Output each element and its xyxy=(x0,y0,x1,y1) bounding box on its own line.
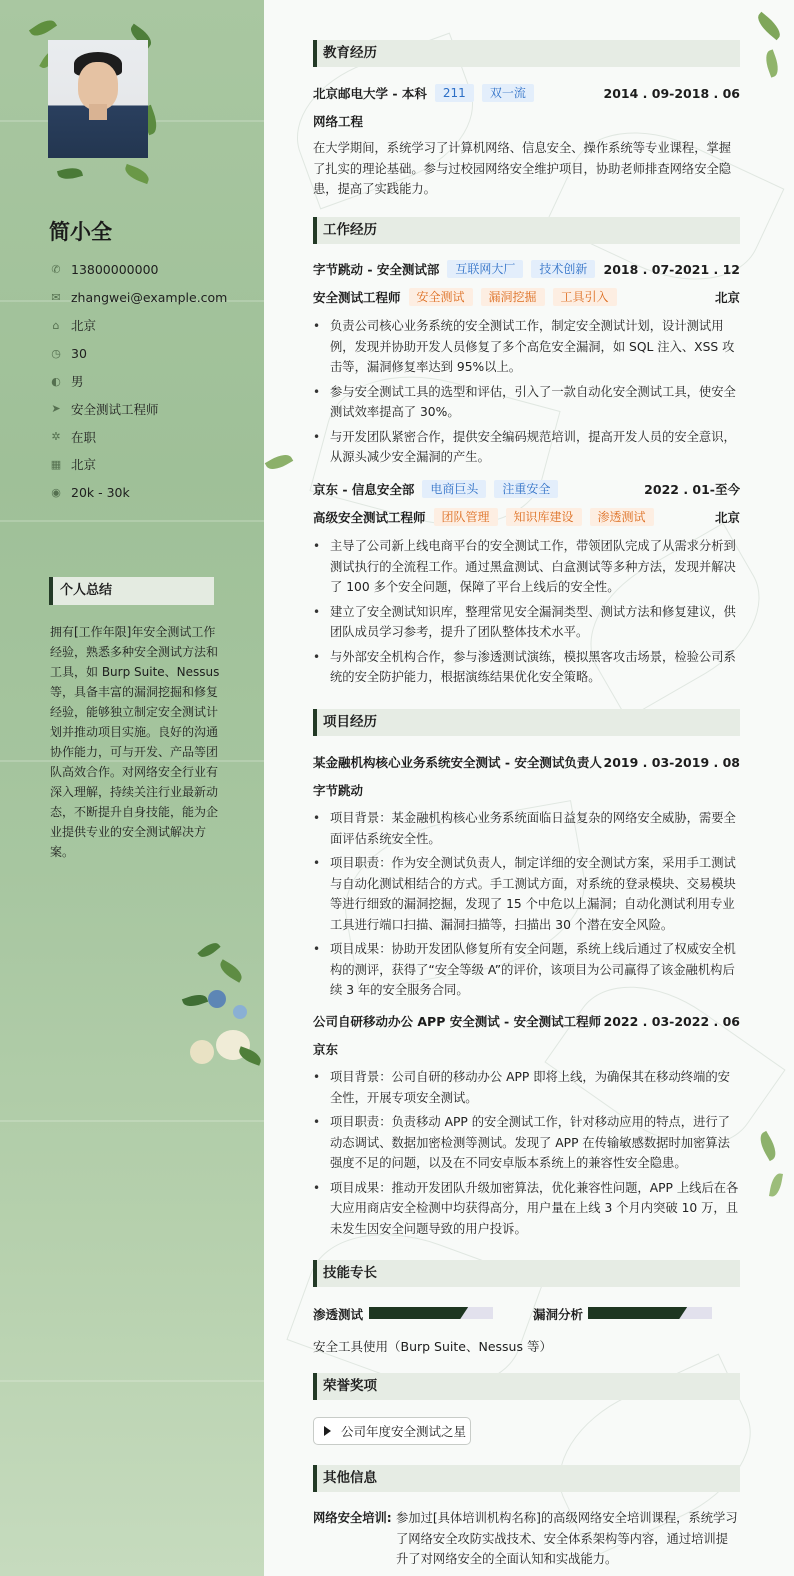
list-item: • 参与安全测试工具的选型和评估，引入了一款自动化安全测试工具，使安全测试效率提高了 30%。 xyxy=(313,382,740,423)
summary-text: 拥有[工作年限]年安全测试工作经验，熟悉多种安全测试方法和工具，如 Burp Suite、Nessus 等，具备丰富的漏洞挖掘和修复经验，能够独立制定安全测试计划并推动项目实施。良好的沟通协作能力，可与开发、产品等团队高效合作。对网络安全行业有深入理解，持续关注行业最新动态，不断提升自身技能，能为企业提供专业的安全测试解决方案。 xyxy=(50,625,220,859)
skill-name: 渗透测试 xyxy=(313,1307,364,1322)
phone-icon: ✆ xyxy=(51,263,61,277)
job-bullets xyxy=(313,316,740,472)
skill-tools: 安全工具使用（Burp Suite、Nessus 等） xyxy=(313,1339,552,1354)
job-role-tag: 工具引入 xyxy=(553,288,617,306)
section-title-education: 教育经历 xyxy=(313,40,740,67)
profile-info-text: 北京 xyxy=(71,318,97,334)
profile-info-text: 在职 xyxy=(71,429,97,445)
job-role-row xyxy=(313,288,740,306)
job-date: 2018 . 07-2021 . 12 xyxy=(603,261,740,277)
job-role-tag: 漏洞挖掘 xyxy=(481,288,545,306)
skill-bar xyxy=(369,1307,493,1319)
profile-info-item xyxy=(50,284,227,312)
profile-info-item xyxy=(50,395,227,423)
job-tag: 技术创新 xyxy=(531,260,595,278)
profile-info-item xyxy=(50,478,227,506)
list-item: • 建立了安全测试知识库，整理常见安全漏洞类型、测试方法和修复建议，供团队成员学习参考，提升了团队整体技术水平。 xyxy=(313,602,740,643)
profile-info-text: 13800000000 xyxy=(71,262,159,278)
profile-info-item xyxy=(50,451,227,479)
send-icon: ➤ xyxy=(51,402,61,416)
job-role-tag: 团队管理 xyxy=(434,508,498,526)
job-bullets xyxy=(313,536,740,692)
project-org-row xyxy=(313,1040,740,1058)
profile-info-text: 20k - 30k xyxy=(71,484,130,500)
education-major: 网络工程 xyxy=(313,114,364,129)
profile-info-item xyxy=(50,423,227,451)
list-item: • 项目成果：协助开发团队修复所有安全问题，系统上线后通过了权威安全机构的测评，获得了“安全等级 A”的评价，该项目为公司赢得了该金融机构后续 3 年的安全服务合同。 xyxy=(313,939,740,1001)
profile-info-text: 北京 xyxy=(71,457,97,473)
project-header xyxy=(313,1012,740,1030)
gender-icon: ◐ xyxy=(51,374,61,388)
skill-bar-fill xyxy=(369,1307,468,1319)
project-org-row xyxy=(313,781,740,799)
job-tag: 注重安全 xyxy=(494,480,558,498)
project-date: 2022 . 03-2022 . 06 xyxy=(603,1013,740,1029)
job-role: 安全测试工程师 xyxy=(313,290,401,305)
education-major-row xyxy=(313,112,740,130)
list-item: • 项目职责：负责移动 APP 的安全测试工作，针对移动应用的特点，进行了动态调试、数据加密检测等测试。发现了 APP 在传输敏感数据时加密算法强度不足的问题，以及在不同安卓版本系统上的兼容性安全隐患。 xyxy=(313,1112,740,1174)
age-icon: ◷ xyxy=(51,346,61,360)
project-bullets xyxy=(313,1067,740,1243)
education-date: 2014 . 09-2018 . 06 xyxy=(603,85,740,101)
job-role-tag: 知识库建设 xyxy=(506,508,582,526)
profile-info-item xyxy=(50,339,227,367)
section-title-other: 其他信息 xyxy=(313,1465,740,1492)
profile-info-text: 安全测试工程师 xyxy=(71,401,159,417)
job-tag: 电商巨头 xyxy=(422,480,486,498)
job-city: 北京 xyxy=(714,510,740,525)
job-company: 京东 - 信息安全部 xyxy=(313,482,415,497)
profile-info-text: 30 xyxy=(71,345,87,361)
flower-decoration xyxy=(178,935,264,1085)
section-title-work: 工作经历 xyxy=(313,217,740,244)
mail-icon: ✉ xyxy=(51,291,61,305)
education-description: 在大学期间，系统学习了计算机网络、信息安全、操作系统等专业课程，掌握了扎实的理论基础。参与过校园网络安全维护项目，协助老师排查网络安全隐患，提高了实践能力。 xyxy=(313,141,732,196)
decor-line xyxy=(0,520,264,522)
profile-info-item xyxy=(50,312,227,340)
skill-bar-fill xyxy=(588,1307,687,1319)
section-title-skills: 技能专长 xyxy=(313,1260,740,1287)
education-tag: 双一流 xyxy=(482,84,534,102)
job-header xyxy=(313,260,740,278)
project-org: 京东 xyxy=(313,1042,339,1057)
home-icon: ⌂ xyxy=(52,318,60,332)
job-tag: 互联网大厂 xyxy=(447,260,523,278)
project-bullets xyxy=(313,808,740,1005)
profile-info-item xyxy=(50,367,227,395)
avatar xyxy=(48,40,148,158)
profile-info-text: zhangwei@example.com xyxy=(71,290,228,306)
profile-info-item xyxy=(50,256,227,284)
skill-bar xyxy=(588,1307,712,1319)
job-role-row xyxy=(313,508,740,526)
education-tag: 211 xyxy=(435,84,474,102)
list-item: • 项目背景：某金融机构核心业务系统面临日益复杂的网络安全威胁，需要全面评估系统安全性。 xyxy=(313,808,740,849)
list-item: • 项目职责：作为安全测试负责人，制定详细的安全测试方案，采用手工测试与自动化测试相结合的方式。手工测试方面，对系统的登录模块、交易模块等进行细致的漏洞挖掘，发现了 15 个中危以上漏洞；自动化测试利用专业工具进行端口扫描、漏洞扫描等，扫描出 30 个潜在安全风险。 xyxy=(313,853,740,935)
project-header xyxy=(313,753,740,771)
job-date: 2022 . 01-至今 xyxy=(644,482,740,497)
other-label: 网络安全培训: xyxy=(313,1511,392,1525)
list-item: • 与开发团队紧密合作，提供安全编码规范培训，提高开发人员的安全意识，从源头减少安全漏洞的产生。 xyxy=(313,427,740,468)
job-city: 北京 xyxy=(714,290,740,305)
job-header xyxy=(313,480,740,498)
education-school: 北京邮电大学 - 本科 xyxy=(313,86,427,101)
section-title-projects: 项目经历 xyxy=(313,709,740,736)
skill-name: 漏洞分析 xyxy=(533,1307,584,1322)
project-date: 2019 . 03-2019 . 08 xyxy=(603,754,740,770)
list-item: • 主导了公司新上线电商平台的安全测试工作，带领团队完成了从需求分析到测试执行的全流程工作。通过黑盒测试、白盒测试等多种方法，发现并解决了 100 多个安全问题，保障了平台上线后的安全性。 xyxy=(313,536,740,598)
profile-name: 简小全 xyxy=(49,220,112,244)
salary-icon: ◉ xyxy=(51,485,61,499)
list-item: • 负责公司核心业务系统的安全测试工作，制定安全测试计划，设计测试用例，发现并协助开发人员修复了多个高危安全漏洞，如 SQL 注入、XSS 攻击等，漏洞修复率达到 95%以上。 xyxy=(313,316,740,378)
award-item[interactable] xyxy=(313,1417,471,1445)
status-icon: ✲ xyxy=(51,430,61,444)
job-role-tag: 安全测试 xyxy=(409,288,473,306)
section-title-honors: 荣誉奖项 xyxy=(313,1373,740,1400)
play-triangle-icon xyxy=(324,1426,331,1436)
summary-title: 个人总结 xyxy=(49,577,214,605)
project-org: 字节跳动 xyxy=(313,783,364,798)
profile-info-text: 男 xyxy=(71,374,84,390)
decor-line xyxy=(0,1380,264,1382)
award-label: 公司年度安全测试之星 xyxy=(341,1424,467,1439)
profile-info-list xyxy=(50,256,227,506)
education-header xyxy=(313,84,740,102)
other-text: 参加过[具体培训机构名称]的高级网络安全培训课程，系统学习了网络安全攻防实战技术、安全体系架构等内容，通过培训提升了对网络安全的全面认知和实战能力。 xyxy=(396,1511,738,1566)
job-role-tag: 渗透测试 xyxy=(590,508,654,526)
list-item: • 项目背景：公司自研的移动办公 APP 即将上线，为确保其在移动终端的安全性，开展专项安全测试。 xyxy=(313,1067,740,1108)
project-name: 某金融机构核心业务系统安全测试 - 安全测试负责人 xyxy=(313,755,602,770)
job-company: 字节跳动 - 安全测试部 xyxy=(313,262,440,277)
list-item: • 与外部安全机构合作，参与渗透测试演练，模拟黑客攻击场景，检验公司系统的安全防护能力，根据演练结果优化安全策略。 xyxy=(313,647,740,688)
job-role: 高级安全测试工程师 xyxy=(313,510,426,525)
list-item: • 项目成果：推动开发团队升级加密算法，优化兼容性问题，APP 上线后在各大应用商店安全检测中均获得高分，用户量在上线 3 个月内突破 10 万，且未发生因安全问题导致的用户投诉。 xyxy=(313,1178,740,1240)
building-icon: ▦ xyxy=(50,457,62,471)
decor-line xyxy=(0,1120,264,1122)
project-name: 公司自研移动办公 APP 安全测试 - 安全测试工程师 xyxy=(313,1014,602,1029)
